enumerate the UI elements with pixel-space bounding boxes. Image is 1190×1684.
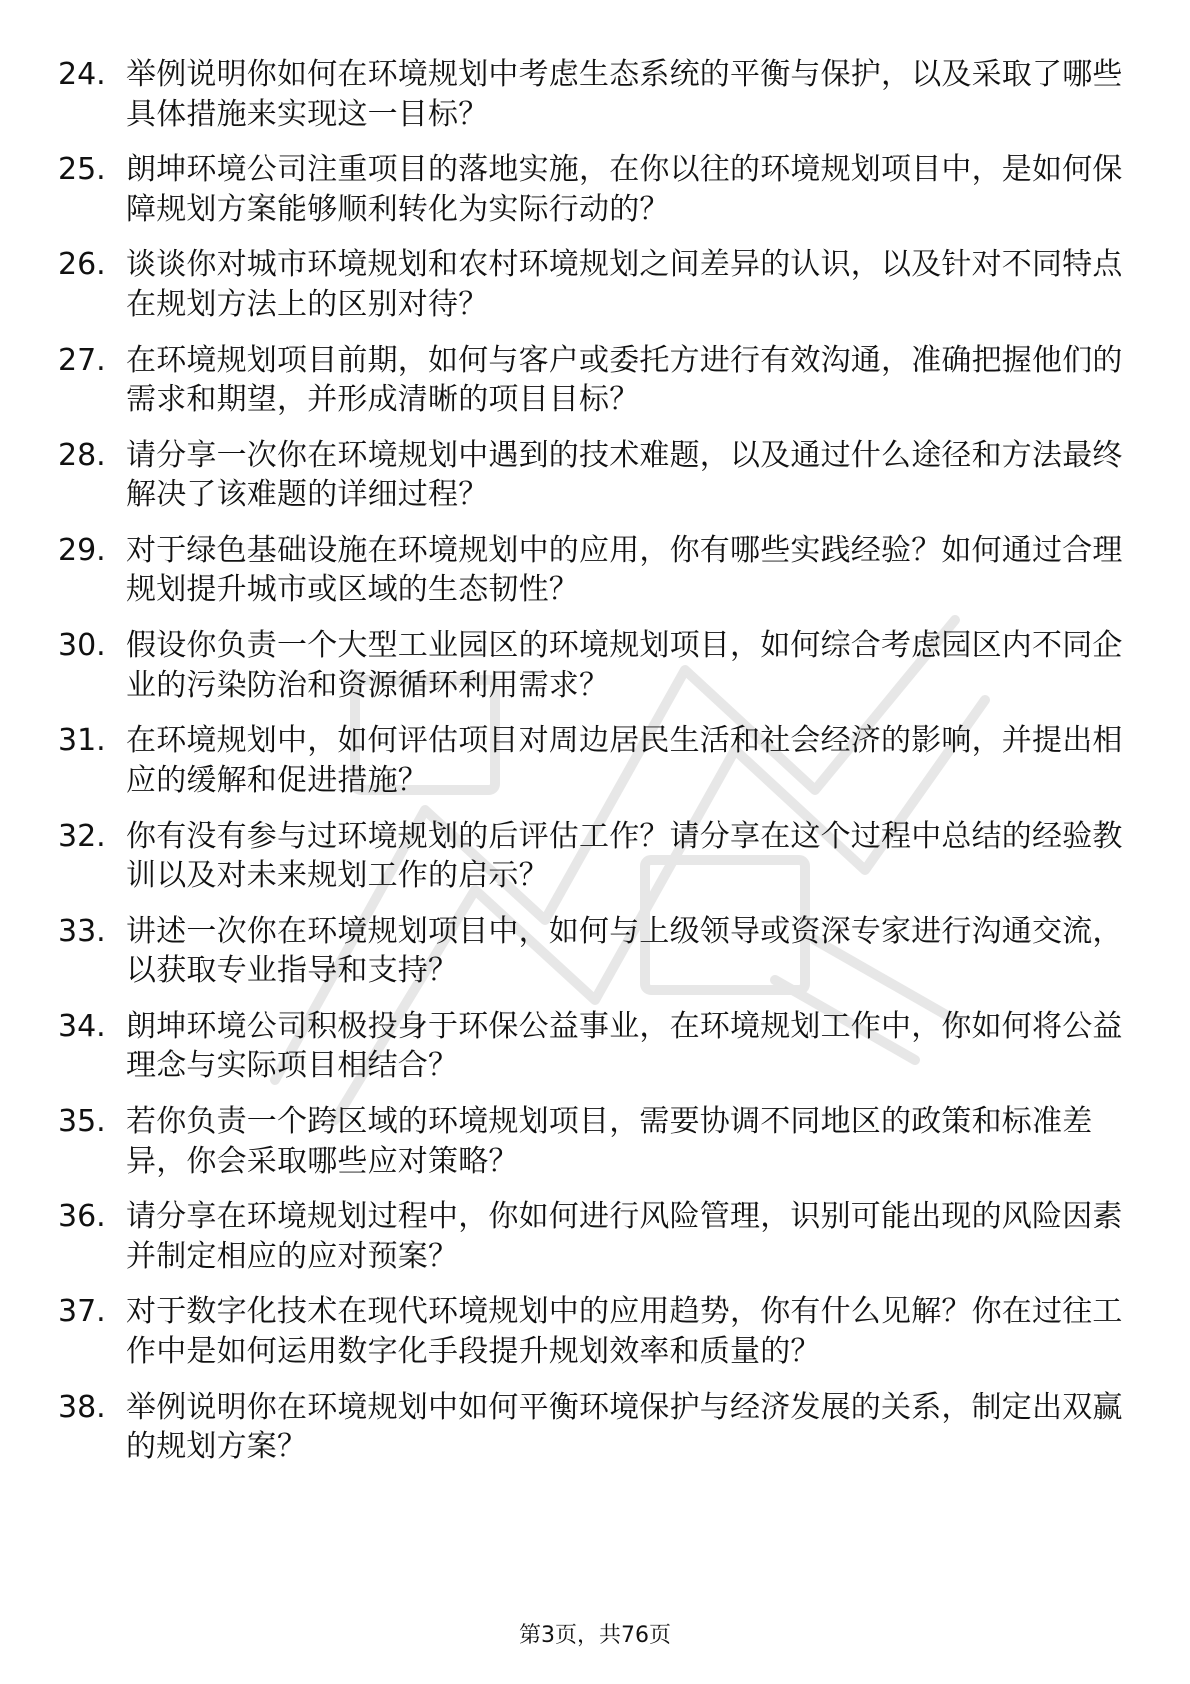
question-text: 对于数字化技术在现代环境规划中的应用趋势，你有什么见解？你在过往工作中是如何运用数字化手段提升规划效率和质量的？ (126, 1294, 1123, 1369)
list-item (58, 626, 1128, 705)
question-number: 26. (58, 247, 106, 283)
question-number: 33. (58, 913, 106, 949)
question-number: 25. (58, 152, 106, 188)
question-number: 32. (58, 818, 106, 854)
question-number: 24. (58, 57, 106, 92)
question-number: 37. (58, 1294, 106, 1330)
question-number: 31. (58, 723, 106, 759)
question-text: 在环境规划项目前期，如何与客户或委托方进行有效沟通，准确把握他们的需求和期望，并形成清晰的项目目标？ (126, 342, 1123, 418)
question-number: 27. (58, 342, 106, 378)
question-text: 举例说明你如何在环境规划中考虑生态系统的平衡与保护，以及采取了哪些具体措施来实现这一目标？ (126, 57, 1123, 132)
question-text: 讲述一次你在环境规划项目中，如何与上级领导或资深专家进行沟通交流，以获取专业指导和支持？ (126, 913, 1123, 989)
question-text: 在环境规划中，如何评估项目对周边居民生活和社会经济的影响，并提出相应的缓解和促进措施？ (126, 723, 1123, 798)
question-number: 29. (58, 532, 106, 568)
question-text: 朗坤环境公司积极投身于环保公益事业，在环境规划工作中，你如何将公益理念与实际项目相结合？ (126, 1008, 1123, 1084)
question-number: 36. (58, 1199, 106, 1235)
list-item (58, 1388, 1128, 1467)
list-item (58, 531, 1128, 610)
page-number-footer: 第3页，共76页 (519, 1623, 671, 1648)
question-list (58, 55, 1128, 1483)
list-item (58, 245, 1128, 324)
list-item (58, 912, 1128, 991)
list-item (58, 436, 1128, 515)
question-text: 请分享一次你在环境规划中遇到的技术难题，以及通过什么途径和方法最终解决了该难题的详细过程？ (126, 437, 1123, 513)
list-item (58, 150, 1128, 229)
list-item (58, 55, 1128, 134)
question-text: 请分享在环境规划过程中，你如何进行风险管理，识别可能出现的风险因素并制定相应的应对预案？ (126, 1199, 1123, 1274)
question-text: 朗坤环境公司注重项目的落地实施，在你以往的环境规划项目中，是如何保障规划方案能够顺利转化为实际行动的？ (126, 152, 1123, 227)
question-number: 35. (58, 1104, 106, 1140)
list-item (58, 1102, 1128, 1181)
list-item (58, 721, 1128, 800)
question-text: 对于绿色基础设施在环境规划中的应用，你有哪些实践经验？如何通过合理规划提升城市或区域的生态韧性？ (126, 532, 1123, 608)
question-number: 28. (58, 437, 106, 473)
list-item (58, 1007, 1128, 1086)
question-text: 若你负责一个跨区域的环境规划项目，需要协调不同地区的政策和标准差异，你会采取哪些应对策略？ (126, 1104, 1093, 1179)
question-text: 你有没有参与过环境规划的后评估工作？请分享在这个过程中总结的经验教训以及对未来规划工作的启示？ (126, 818, 1123, 893)
question-text: 假设你负责一个大型工业园区的环境规划项目，如何综合考虑园区内不同企业的污染防治和资源循环利用需求？ (126, 628, 1123, 703)
question-number: 34. (58, 1008, 106, 1044)
list-item (58, 341, 1128, 420)
question-text: 谈谈你对城市环境规划和农村环境规划之间差异的认识，以及针对不同特点在规划方法上的区别对待？ (126, 247, 1123, 322)
list-item (58, 817, 1128, 896)
question-number: 38. (58, 1389, 106, 1425)
question-number: 30. (58, 628, 106, 664)
list-item (58, 1292, 1128, 1371)
question-text: 举例说明你在环境规划中如何平衡环境保护与经济发展的关系，制定出双赢的规划方案？ (126, 1389, 1123, 1465)
list-item (58, 1197, 1128, 1276)
